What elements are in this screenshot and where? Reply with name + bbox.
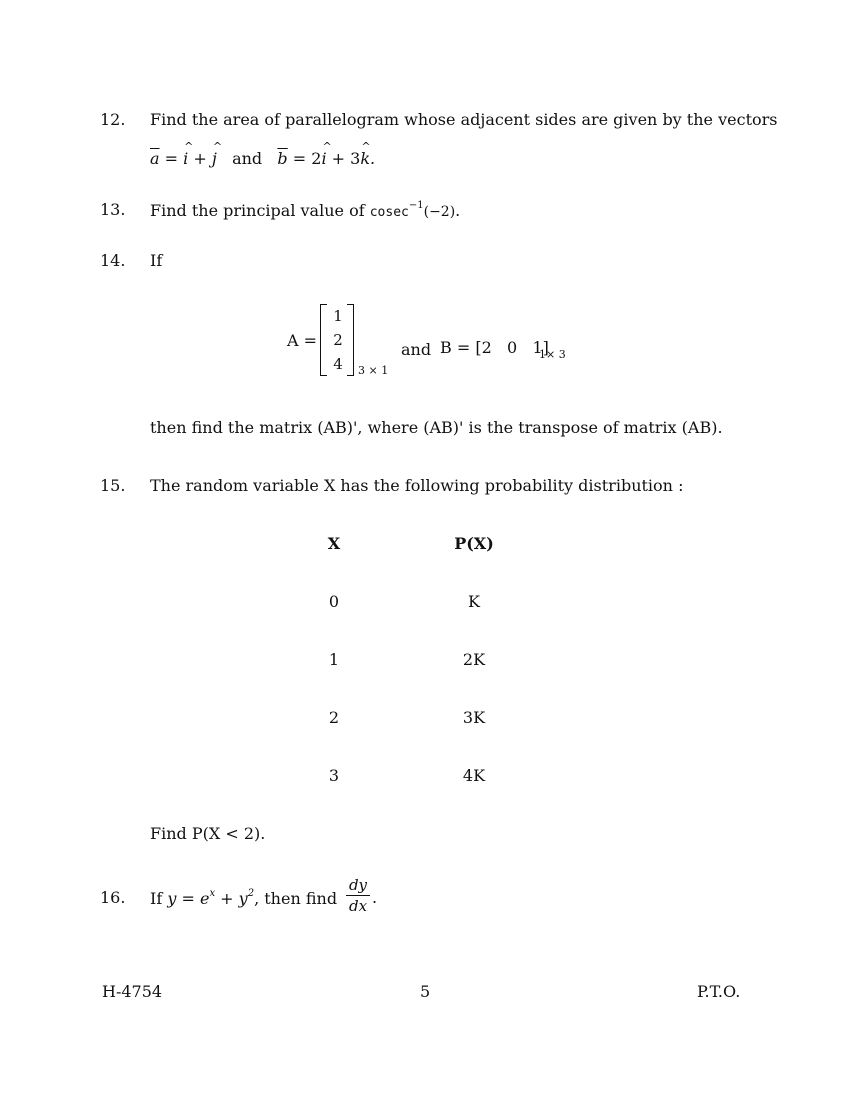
table-cell-x: 3: [328, 766, 340, 785]
table-cell-px: 4K: [462, 766, 486, 785]
table-cell-x: 1: [328, 650, 340, 669]
question-16-text: If $y = e^x + y^2$, then find: [150, 888, 338, 908]
matrix-b-order: 1× 3: [539, 348, 566, 361]
cosec-function: cosec: [369, 205, 409, 220]
question-12-vectors: [150, 149, 375, 168]
footer-paper-code: H-4754: [102, 982, 163, 1001]
table-cell-px: 3K: [462, 708, 486, 727]
question-15-number: 15.: [100, 476, 126, 495]
matrix-a-cell: 4: [333, 355, 343, 373]
matrix-a-cell: 1: [333, 307, 343, 325]
table-cell-x: 0: [328, 592, 340, 611]
table-cell-x: 2: [328, 708, 340, 727]
matrix-b: B = [2 0 1]: [440, 338, 549, 357]
table-header-x: X: [327, 534, 341, 553]
question-14-number: 14.: [100, 251, 126, 270]
question-15-ask: Find P(X < 2).: [150, 824, 266, 843]
equation-y: $y = e^x + y^2$: [167, 888, 255, 908]
inverse-exponent: −1: [408, 200, 424, 211]
matrix-right-bracket: [347, 304, 354, 376]
question-15-text: The random variable X has the following probability distribution :: [150, 476, 684, 495]
matrix-a-cell: 2: [333, 331, 343, 349]
matrix-a-label: A =: [287, 331, 318, 350]
question-12-number: 12.: [100, 110, 126, 129]
fraction-denominator: dx: [348, 897, 368, 915]
vector-a-equation: $\overline{a}$ = ^ i + ^ j: [150, 149, 222, 168]
table-header-px: P(X): [454, 534, 494, 553]
question-16-number: 16.: [100, 888, 126, 907]
footer-pto: P.T.O.: [697, 982, 741, 1001]
matrix-a-order: 3 × 1: [358, 364, 389, 377]
question-12-text: Find the area of parallelogram whose adjacent sides are given by the vectors: [150, 110, 778, 129]
question-14-lead: If: [150, 251, 163, 270]
table-cell-px: 2K: [462, 650, 486, 669]
question-13-text: Find the principal value of cosec$^{-1}$(−2).: [150, 200, 461, 220]
table-cell-px: K: [468, 592, 480, 611]
question-14-follow: then find the matrix (AB)', where (AB)' is the transpose of matrix (AB).: [150, 418, 723, 437]
and-word: and: [401, 340, 432, 359]
matrix-left-bracket: [320, 304, 327, 376]
footer-page-number: 5: [420, 982, 431, 1001]
question-16-end: .: [372, 888, 378, 907]
fraction-numerator: dy: [346, 876, 370, 896]
question-13-number: 13.: [100, 200, 126, 219]
vector-b-equation: $\overline{b}$ = 2^ i + 3^ k.: [277, 149, 375, 168]
and-word: and: [232, 149, 263, 168]
dy-dx-fraction: [346, 876, 370, 915]
matrix-a: [320, 304, 354, 376]
cosec-argument: (−2): [423, 204, 456, 220]
